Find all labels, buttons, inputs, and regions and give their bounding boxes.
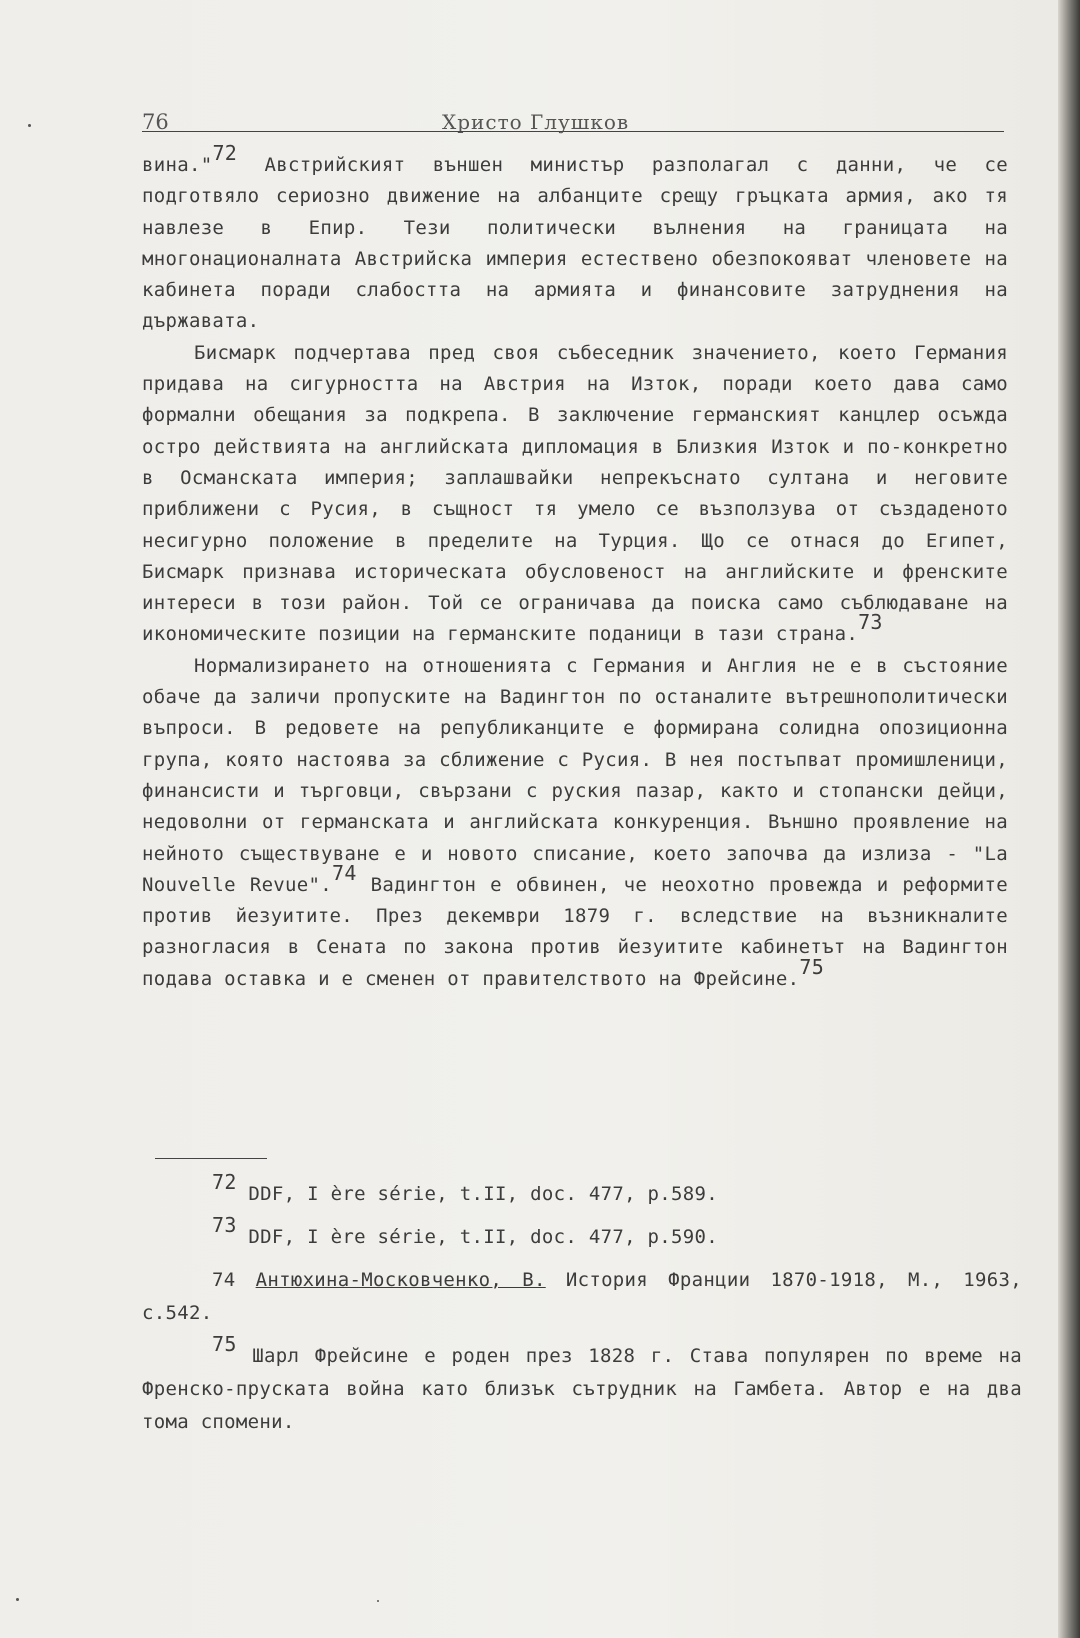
scan-speck — [28, 124, 31, 127]
footnote-rule — [155, 1158, 267, 1159]
footnote-ref-75[interactable]: 75 — [799, 954, 825, 979]
body-text — [142, 141, 1008, 995]
footnote-74-author: Антюхина-Московченко, В. — [255, 1269, 546, 1291]
footnotes — [142, 1170, 1022, 1439]
scan-speck — [377, 1600, 379, 1602]
footnote-ref-72[interactable]: 72 — [212, 141, 238, 165]
paragraph-3: Нормализирането на отношенията с Германия и Англия не е в състояние обаче да заличи пропуските на Вадингтон по останалите вътрешнополитически въпроси. В редовете на републиканците е формирана солидна опозиционна група, която настоява за сближение с Русия. В нея постъпват промишленици, финансисти и търговци, свързани с руския пазар, както и стопански дейци, недоволни от германската и английската конкуренция. Външно проявление на нейното съществуване е и новото списание, което започва да излиза - "La Nouvelle Revue".$^{74}$ Вадингтон е обвинен, че неохотно провежда и реформите против йезуитите. През декември 1879 г. вследствие на възникналите разногласия в Сената по закона против йезуитите кабинетът на Вадингтон подава оставка и е сменен от правителството на Фрейсине.$^{75}$ — [142, 654, 1008, 990]
footnote-75: $^{75}$ Шарл Фрейсине е роден през 1828 г. Става популярен по време на Френско-пруската война като близък сътрудник на Гамбета. Автор е на два тома спомени. — [142, 1332, 1022, 1433]
paragraph-2: Бисмарк подчертава пред своя събеседник значението, което Германия придава на сигурността на Австрия на Изток, поради което дава само формални обещания за подкрепа. В заключение германският канцлер осъжда остро действията на английската дипломация в Близкия Изток и по-конкретно в Османската империя; заплашвайки непрекъснато султана и неговите приближени с Русия, в същност тя умело се възползува от създаденото несигурно положение в пределите на Турция. Що се отнася до Египет, Бисмарк признава историческата обусловеност на английските и френските интереси в този район. Той се ограничава да поиска само съблюдаване на икономическите позиции на германските поданици в тази страна.$^{73}$ — [142, 341, 1008, 646]
footnote-ref-74[interactable]: 74 — [332, 860, 357, 885]
footnote-74: 74 Антюхина-Московченко, В. История Франции 1870-1918, М., 1963, с.542. — [142, 1269, 1022, 1324]
header-rule — [142, 131, 1004, 132]
footnote-73: $^{73}$ DDF, I ère série, t.II, doc. 477, p.590. — [212, 1213, 718, 1248]
page-number: 76 — [142, 110, 169, 134]
footnote-ref-73[interactable]: 73 — [858, 610, 883, 635]
page-edge-shadow — [1058, 0, 1080, 1638]
footnote-72: $^{72}$ DDF, I ère série, t.II, doc. 477, p.589. — [212, 1170, 718, 1205]
paragraph-1: вина."$^{72}$ Австрийският външен министър разполагал с данни, че се подготвяло сериозно движение на албанците срещу гръцката армия, ако тя навлезе в Епир. Тези политически вълнения на границата на многонационалната Австрийска империя естествено обезпокояват членовете на кабинета поради слабостта на армията и финансовите затруднения на държавата. — [142, 141, 1008, 333]
running-head: Христо Глушков — [442, 110, 630, 134]
scan-speck — [16, 1598, 19, 1601]
